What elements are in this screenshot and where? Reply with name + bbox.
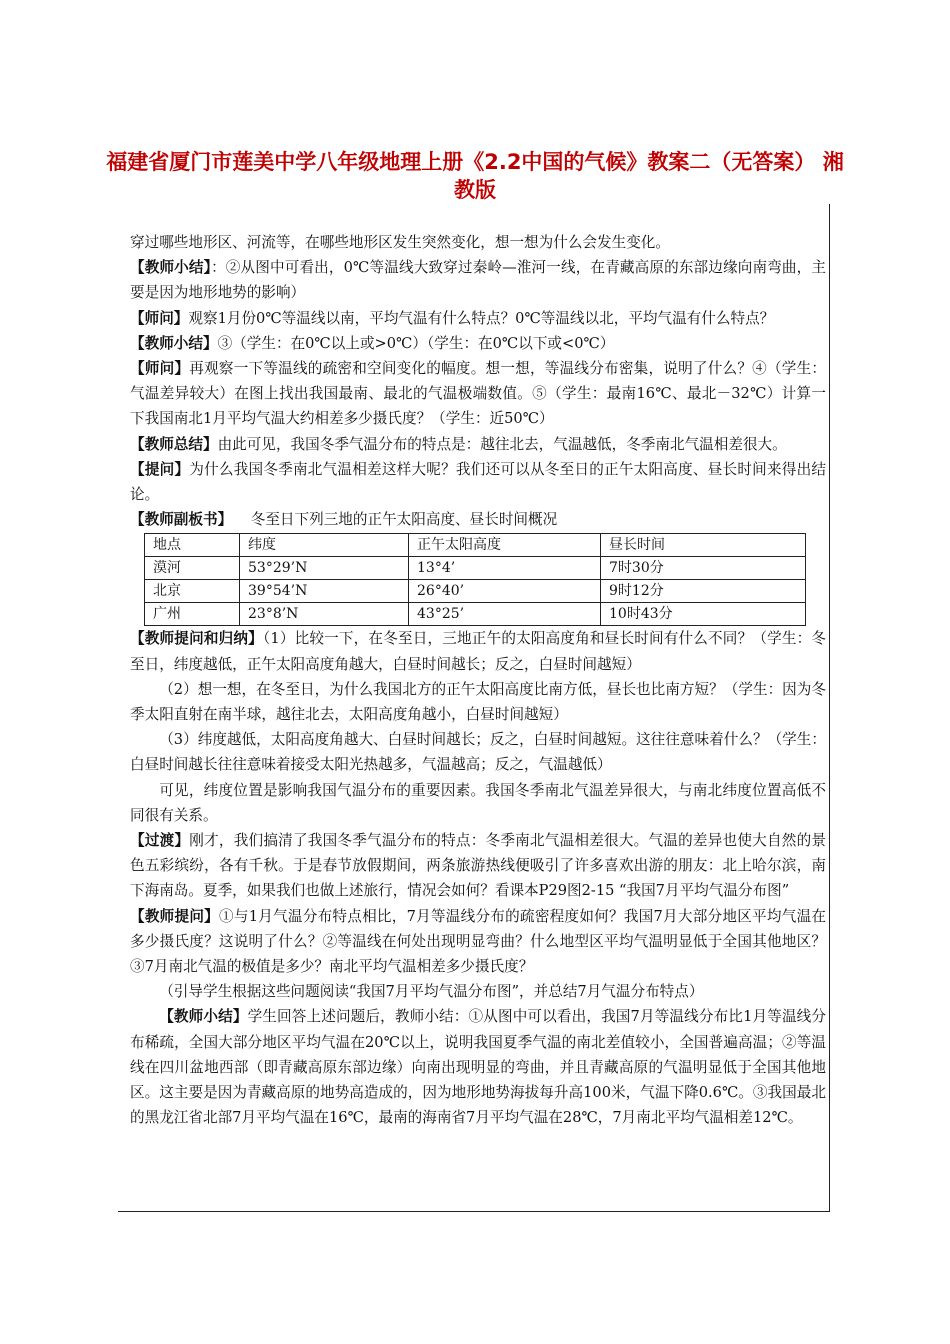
table-cell: 7时30分 [601, 557, 806, 580]
paragraph: 【教师小结】：②从图中可看出，0℃等温线大致穿过秦岭—淮河一线，在青藏高原的东部边缘向南弯曲，主要是因为地形地势的影响） [130, 259, 826, 302]
table-cell: 26°40’ [409, 580, 601, 603]
paragraph: 【师问】再观察一下等温线的疏密和空间变化的幅度。想一想，等温线分布密集，说明了什么？④（学生：气温差异较大）在图上找出我国最南、最北的气温极端数值。⑤（学生：最南16℃、最北－32℃）计算一下我国南北1月平均气温大约相差多少摄氏度？（学生：近50℃） [130, 360, 826, 428]
table-cell: 53°29’N [240, 557, 409, 580]
table-row [145, 603, 806, 626]
table-header-cell: 昼长时间 [601, 534, 806, 557]
paragraph: （3）纬度越低，太阳高度角越大、白昼时间越长；反之，白昼时间越短。这往往意味着什么？（学生：白昼时间越长往往意味着接受太阳光热越多，气温越高；反之，气温越低） [130, 731, 826, 774]
solar-data-table [144, 533, 806, 626]
table-cell: 43°25’ [409, 603, 601, 626]
table-cell: 13°4’ [409, 557, 601, 580]
table-header-cell: 纬度 [240, 534, 409, 557]
paragraph: 【提问】为什么我国冬季南北气温相差这样大呢？我们还可以从冬至日的正午太阳高度、昼长时间来得出结论。 [130, 460, 826, 504]
table-cell: 北京 [145, 580, 240, 603]
table-header-cell: 地点 [145, 534, 240, 557]
table-header-row [145, 534, 806, 557]
table-cell: 23°8’N [240, 603, 409, 626]
paragraph: 【教师小结】学生回答上述问题后，教师小结：①从图中可以看出，我国7月等温线分布比1月等温线分布稀疏，全国大部分地区平均气温在20℃以上，说明我国夏季气温的南北差值较小，全国普遍高温；②等温线在四川盆地西部（即青藏高原东部边缘）向南出现明显的弯曲，并且青藏高原的气温明显低于全国其他地区。这主要是因为青藏高原的地势高造成的，因为地形地势海拔每升高100米，气温下降0.6℃。③我国最北的黑龙江省北部7月平均气温在16℃，最南的海南省7月平均气温在28℃，7月南北平均气温相差12℃。 [130, 1008, 826, 1127]
table-cell: 39°54’N [240, 580, 409, 603]
table-header-cell: 正午太阳高度 [409, 534, 601, 557]
paragraph: （2）想一想，在冬至日，为什么我国北方的正午太阳高度比南方低，昼长也比南方短？（学生：因为冬季太阳直射在南半球，越往北去，太阳高度角越小，白昼时间越短） [130, 680, 826, 724]
table-row [145, 557, 806, 580]
paragraph: 可见，纬度位置是影响我国气温分布的重要因素。我国冬季南北气温差异很大，与南北纬度位置高低不同很有关系。 [130, 781, 826, 824]
table-row [145, 580, 806, 603]
table-cell: 漠河 [145, 557, 240, 580]
paragraph: 【教师总结】由此可见，我国冬季气温分布的特点是：越往北去，气温越低，冬季南北气温相差很大。 [130, 435, 787, 453]
paragraph: 【教师提问】①与1月气温分布特点相比，7月等温线分布的疏密程度如何？我国7月大部分地区平均气温在多少摄氏度？这说明了什么？②等温线在何处出现明显弯曲？什么地型区平均气温明显低于全国其他地区？③7月南北气温的极值是多少？南北平均气温相差多少摄氏度？ [130, 907, 826, 976]
paragraph: 【教师小结】③（学生：在0℃以上或>0℃）（学生：在0℃以下或<0℃） [130, 334, 615, 352]
paragraph: （引导学生根据这些问题阅读“我国7月平均气温分布图”，并总结7月气温分布特点） [159, 983, 704, 1001]
table-caption: 【教师副板书】 冬至日下列三地的正午太阳高度、昼长时间概况 [130, 511, 558, 529]
paragraph: 【过渡】刚才，我们搞清了我国冬季气温分布的特点：冬季南北气温相差很大。气温的差异也使大自然的景色五彩缤纷，各有千秋。于是春节放假期间，两条旅游热线便吸引了许多喜欢出游的朋友：北上哈尔滨，南下海南岛。夏季，如果我们也做上述旅行，情况会如何？看课本P29图2-15 “我国7月平均气温分布图” [130, 832, 826, 900]
table-cell: 10时43分 [601, 603, 806, 626]
table-cell: 广州 [145, 603, 240, 626]
table-cell: 9时12分 [601, 580, 806, 603]
paragraph: 【师问】观察1月份0℃等温线以南，平均气温有什么特点？0℃等温线以北，平均气温有什么特点？ [130, 309, 775, 327]
paragraph: 【教师提问和归纳】（1）比较一下，在冬至日，三地正午的太阳高度角和昼长时间有什么不同？（学生：冬至日，纬度越低，正午太阳高度角越大，白昼时间越长；反之，白昼时间越短） [130, 630, 826, 673]
document-body [130, 230, 826, 1131]
paragraph: 穿过哪些地形区、河流等，在哪些地形区发生突然变化，想一想为什么会发生变化。 [130, 234, 670, 251]
page-title: 福建省厦门市莲美中学八年级地理上册《2.2中国的气候》教案二（无答案） 湘教版 [106, 150, 844, 202]
